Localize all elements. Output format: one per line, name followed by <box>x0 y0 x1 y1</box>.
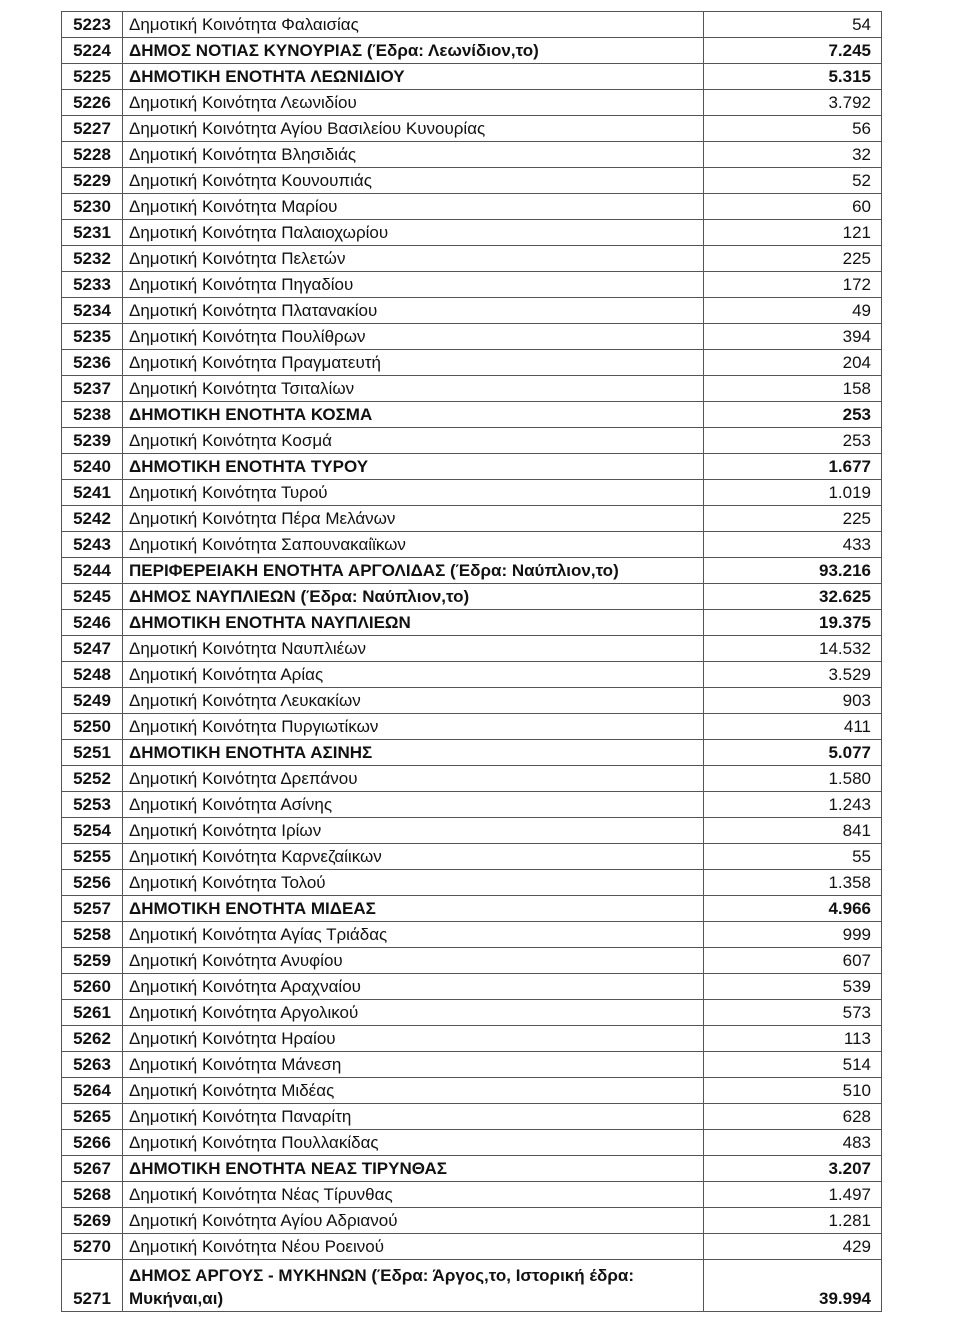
population-table <box>61 11 882 1312</box>
row-name: ΔΗΜΟΤΙΚΗ ΕΝΟΤΗΤΑ ΚΟΣΜΑ <box>123 402 704 428</box>
row-population: 56 <box>704 116 882 142</box>
row-name: Δημοτική Κοινότητα Σαπουνακαίϊκων <box>123 532 704 558</box>
row-population: 510 <box>704 1078 882 1104</box>
table-row <box>62 662 882 688</box>
table-row <box>62 922 882 948</box>
row-name: Δημοτική Κοινότητα Αγίου Αδριανού <box>123 1208 704 1234</box>
row-population: 52 <box>704 168 882 194</box>
row-population: 1.281 <box>704 1208 882 1234</box>
row-name: ΔΗΜΟΤΙΚΗ ΕΝΟΤΗΤΑ ΑΣΙΝΗΣ <box>123 740 704 766</box>
row-population: 225 <box>704 506 882 532</box>
row-code: 5262 <box>62 1026 123 1052</box>
row-population: 39.994 <box>704 1260 882 1312</box>
row-name: Δημοτική Κοινότητα Πηγαδίου <box>123 272 704 298</box>
row-code: 5248 <box>62 662 123 688</box>
table-row <box>62 194 882 220</box>
row-name: Δημοτική Κοινότητα Μάνεση <box>123 1052 704 1078</box>
row-name: ΔΗΜΟΤΙΚΗ ΕΝΟΤΗΤΑ ΝΑΥΠΛΙΕΩΝ <box>123 610 704 636</box>
row-population: 60 <box>704 194 882 220</box>
table-row <box>62 402 882 428</box>
row-name: Δημοτική Κοινότητα Αρίας <box>123 662 704 688</box>
row-name: Δημοτική Κοινότητα Ηραίου <box>123 1026 704 1052</box>
row-code: 5232 <box>62 246 123 272</box>
table-row <box>62 948 882 974</box>
table-row <box>62 896 882 922</box>
row-code: 5239 <box>62 428 123 454</box>
population-table-container <box>61 11 881 1312</box>
row-code: 5242 <box>62 506 123 532</box>
row-population: 253 <box>704 402 882 428</box>
table-row <box>62 636 882 662</box>
row-name: Δημοτική Κοινότητα Αγίου Βασιλείου Κυνουρίας <box>123 116 704 142</box>
table-row <box>62 246 882 272</box>
row-code: 5253 <box>62 792 123 818</box>
table-row <box>62 1000 882 1026</box>
row-code: 5249 <box>62 688 123 714</box>
row-name: ΔΗΜΟΣ ΑΡΓΟΥΣ - ΜΥΚΗΝΩΝ (Έδρα: Άργος,το, Ιστορική έδρα: Μυκήναι,αι) <box>123 1260 704 1312</box>
row-name: Δημοτική Κοινότητα Ναυπλιέων <box>123 636 704 662</box>
row-name: Δημοτική Κοινότητα Παλαιοχωρίου <box>123 220 704 246</box>
table-row <box>62 1104 882 1130</box>
row-population: 121 <box>704 220 882 246</box>
row-population: 903 <box>704 688 882 714</box>
row-population: 7.245 <box>704 38 882 64</box>
row-population: 394 <box>704 324 882 350</box>
row-population: 429 <box>704 1234 882 1260</box>
row-name: Δημοτική Κοινότητα Πλατανακίου <box>123 298 704 324</box>
row-name: Δημοτική Κοινότητα Μιδέας <box>123 1078 704 1104</box>
row-code: 5227 <box>62 116 123 142</box>
table-row <box>62 298 882 324</box>
row-name: Δημοτική Κοινότητα Ανυφίου <box>123 948 704 974</box>
row-population: 573 <box>704 1000 882 1026</box>
row-name: Δημοτική Κοινότητα Νέου Ροεινού <box>123 1234 704 1260</box>
row-name: ΔΗΜΟΤΙΚΗ ΕΝΟΤΗΤΑ ΛΕΩΝΙΔΙΟΥ <box>123 64 704 90</box>
row-code: 5265 <box>62 1104 123 1130</box>
row-population: 32.625 <box>704 584 882 610</box>
row-population: 607 <box>704 948 882 974</box>
row-code: 5263 <box>62 1052 123 1078</box>
table-row <box>62 38 882 64</box>
row-name: Δημοτική Κοινότητα Μαρίου <box>123 194 704 220</box>
table-row <box>62 584 882 610</box>
row-code: 5224 <box>62 38 123 64</box>
row-name: Δημοτική Κοινότητα Τσιταλίων <box>123 376 704 402</box>
row-code: 5225 <box>62 64 123 90</box>
row-name: Δημοτική Κοινότητα Τυρού <box>123 480 704 506</box>
row-code: 5241 <box>62 480 123 506</box>
row-population: 5.315 <box>704 64 882 90</box>
row-name: Δημοτική Κοινότητα Κοσμά <box>123 428 704 454</box>
row-population: 172 <box>704 272 882 298</box>
row-code: 5244 <box>62 558 123 584</box>
row-population: 3.792 <box>704 90 882 116</box>
table-row <box>62 1156 882 1182</box>
row-population: 3.529 <box>704 662 882 688</box>
row-name: Δημοτική Κοινότητα Ιρίων <box>123 818 704 844</box>
row-population: 628 <box>704 1104 882 1130</box>
row-population: 1.677 <box>704 454 882 480</box>
table-row <box>62 376 882 402</box>
row-population: 113 <box>704 1026 882 1052</box>
table-row <box>62 220 882 246</box>
row-name: ΠΕΡΙΦΕΡΕΙΑΚΗ ΕΝΟΤΗΤΑ ΑΡΓΟΛΙΔΑΣ (Έδρα: Ναύπλιον,το) <box>123 558 704 584</box>
row-code: 5229 <box>62 168 123 194</box>
table-row <box>62 168 882 194</box>
row-name: Δημοτική Κοινότητα Δρεπάνου <box>123 766 704 792</box>
table-row <box>62 1078 882 1104</box>
row-population: 225 <box>704 246 882 272</box>
row-name: Δημοτική Κοινότητα Αργολικού <box>123 1000 704 1026</box>
row-population: 3.207 <box>704 1156 882 1182</box>
row-population: 55 <box>704 844 882 870</box>
row-population: 253 <box>704 428 882 454</box>
row-name: Δημοτική Κοινότητα Κουνουπιάς <box>123 168 704 194</box>
row-population: 514 <box>704 1052 882 1078</box>
table-row <box>62 350 882 376</box>
row-population: 204 <box>704 350 882 376</box>
row-name: Δημοτική Κοινότητα Φαλαισίας <box>123 12 704 38</box>
row-population: 841 <box>704 818 882 844</box>
row-code: 5233 <box>62 272 123 298</box>
row-code: 5231 <box>62 220 123 246</box>
row-name: Δημοτική Κοινότητα Ασίνης <box>123 792 704 818</box>
row-population: 32 <box>704 142 882 168</box>
row-population: 433 <box>704 532 882 558</box>
table-row <box>62 844 882 870</box>
row-population: 14.532 <box>704 636 882 662</box>
row-population: 483 <box>704 1130 882 1156</box>
table-row <box>62 792 882 818</box>
table-row <box>62 1026 882 1052</box>
row-name: Δημοτική Κοινότητα Λευκακίων <box>123 688 704 714</box>
row-name: Δημοτική Κοινότητα Πέρα Μελάνων <box>123 506 704 532</box>
row-population: 1.497 <box>704 1182 882 1208</box>
row-code: 5223 <box>62 12 123 38</box>
row-code: 5269 <box>62 1208 123 1234</box>
table-row <box>62 1130 882 1156</box>
row-code: 5240 <box>62 454 123 480</box>
row-name: Δημοτική Κοινότητα Αγίας Τριάδας <box>123 922 704 948</box>
row-name: Δημοτική Κοινότητα Πυργιωτίκων <box>123 714 704 740</box>
table-row <box>62 12 882 38</box>
row-code: 5261 <box>62 1000 123 1026</box>
table-row <box>62 714 882 740</box>
row-code: 5252 <box>62 766 123 792</box>
row-population: 1.243 <box>704 792 882 818</box>
row-name: ΔΗΜΟΤΙΚΗ ΕΝΟΤΗΤΑ ΝΕΑΣ ΤΙΡΥΝΘΑΣ <box>123 1156 704 1182</box>
row-name: Δημοτική Κοινότητα Λεωνιδίου <box>123 90 704 116</box>
row-population: 999 <box>704 922 882 948</box>
table-row <box>62 1234 882 1260</box>
row-code: 5256 <box>62 870 123 896</box>
row-population: 4.966 <box>704 896 882 922</box>
table-row <box>62 506 882 532</box>
table-row <box>62 142 882 168</box>
row-name: Δημοτική Κοινότητα Πουλλακίδας <box>123 1130 704 1156</box>
row-code: 5254 <box>62 818 123 844</box>
row-population: 1.019 <box>704 480 882 506</box>
row-code: 5230 <box>62 194 123 220</box>
row-name: ΔΗΜΟΤΙΚΗ ΕΝΟΤΗΤΑ ΤΥΡΟΥ <box>123 454 704 480</box>
row-population: 5.077 <box>704 740 882 766</box>
table-row <box>62 116 882 142</box>
table-row <box>62 1052 882 1078</box>
row-population: 49 <box>704 298 882 324</box>
row-code: 5264 <box>62 1078 123 1104</box>
row-code: 5245 <box>62 584 123 610</box>
row-name: Δημοτική Κοινότητα Τολού <box>123 870 704 896</box>
row-population: 158 <box>704 376 882 402</box>
table-row <box>62 1260 882 1312</box>
row-code: 5260 <box>62 974 123 1000</box>
row-code: 5246 <box>62 610 123 636</box>
table-row <box>62 454 882 480</box>
row-code: 5270 <box>62 1234 123 1260</box>
row-name: Δημοτική Κοινότητα Πουλίθρων <box>123 324 704 350</box>
row-code: 5255 <box>62 844 123 870</box>
row-name: Δημοτική Κοινότητα Παναρίτη <box>123 1104 704 1130</box>
row-code: 5268 <box>62 1182 123 1208</box>
row-population: 1.580 <box>704 766 882 792</box>
table-row <box>62 428 882 454</box>
row-code: 5243 <box>62 532 123 558</box>
row-name: Δημοτική Κοινότητα Πραγματευτή <box>123 350 704 376</box>
row-population: 539 <box>704 974 882 1000</box>
row-name: Δημοτική Κοινότητα Αραχναίου <box>123 974 704 1000</box>
table-row <box>62 1182 882 1208</box>
row-code: 5234 <box>62 298 123 324</box>
table-row <box>62 64 882 90</box>
table-body <box>62 12 882 1312</box>
table-row <box>62 480 882 506</box>
row-population: 54 <box>704 12 882 38</box>
row-population: 1.358 <box>704 870 882 896</box>
table-row <box>62 688 882 714</box>
row-name: Δημοτική Κοινότητα Καρνεζαίικων <box>123 844 704 870</box>
row-code: 5271 <box>62 1260 123 1312</box>
row-code: 5247 <box>62 636 123 662</box>
table-row <box>62 974 882 1000</box>
row-code: 5238 <box>62 402 123 428</box>
row-code: 5237 <box>62 376 123 402</box>
row-code: 5267 <box>62 1156 123 1182</box>
row-code: 5228 <box>62 142 123 168</box>
table-row <box>62 766 882 792</box>
row-name: Δημοτική Κοινότητα Βλησιδιάς <box>123 142 704 168</box>
table-row <box>62 90 882 116</box>
row-name: Δημοτική Κοινότητα Νέας Τίρυνθας <box>123 1182 704 1208</box>
row-code: 5259 <box>62 948 123 974</box>
row-code: 5257 <box>62 896 123 922</box>
table-row <box>62 1208 882 1234</box>
row-name: ΔΗΜΟΣ ΝΟΤΙΑΣ ΚΥΝΟΥΡΙΑΣ (Έδρα: Λεωνίδιον,το) <box>123 38 704 64</box>
row-code: 5226 <box>62 90 123 116</box>
row-code: 5235 <box>62 324 123 350</box>
row-code: 5236 <box>62 350 123 376</box>
table-row <box>62 272 882 298</box>
table-row <box>62 532 882 558</box>
row-population: 411 <box>704 714 882 740</box>
row-code: 5258 <box>62 922 123 948</box>
row-name: ΔΗΜΟΣ ΝΑΥΠΛΙΕΩΝ (Έδρα: Ναύπλιον,το) <box>123 584 704 610</box>
row-population: 93.216 <box>704 558 882 584</box>
row-code: 5251 <box>62 740 123 766</box>
table-row <box>62 610 882 636</box>
table-row <box>62 870 882 896</box>
row-code: 5266 <box>62 1130 123 1156</box>
row-name: ΔΗΜΟΤΙΚΗ ΕΝΟΤΗΤΑ ΜΙΔΕΑΣ <box>123 896 704 922</box>
table-row <box>62 818 882 844</box>
table-row <box>62 558 882 584</box>
table-row <box>62 740 882 766</box>
table-row <box>62 324 882 350</box>
row-code: 5250 <box>62 714 123 740</box>
row-population: 19.375 <box>704 610 882 636</box>
row-name: Δημοτική Κοινότητα Πελετών <box>123 246 704 272</box>
